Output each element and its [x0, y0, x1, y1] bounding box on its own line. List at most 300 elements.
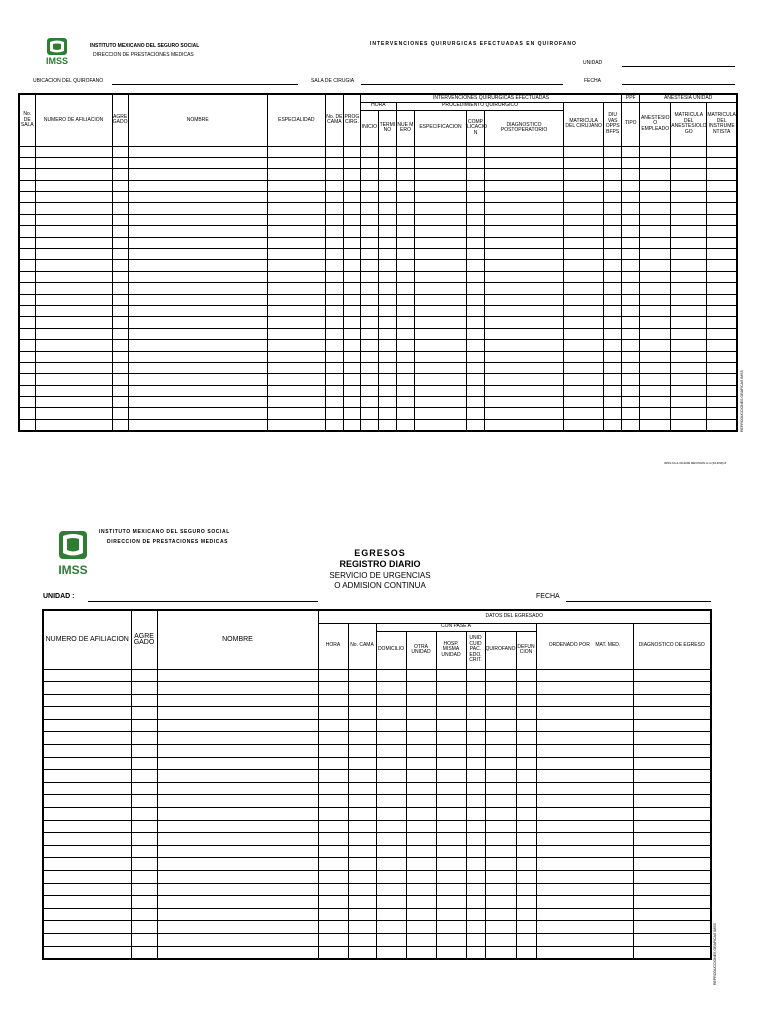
table-cell[interactable]	[485, 933, 516, 946]
table-cell[interactable]	[343, 214, 360, 225]
table-cell[interactable]	[485, 908, 516, 921]
table-cell[interactable]	[466, 707, 485, 720]
table-cell[interactable]	[360, 294, 378, 305]
table-cell[interactable]	[485, 808, 516, 821]
table-cell[interactable]	[604, 249, 622, 260]
table-cell[interactable]	[360, 419, 378, 430]
table-cell[interactable]	[360, 169, 378, 180]
table-cell[interactable]	[35, 362, 112, 373]
table-cell[interactable]	[414, 226, 466, 237]
table-cell[interactable]	[671, 226, 707, 237]
table-cell[interactable]	[318, 732, 348, 745]
table-cell[interactable]	[360, 260, 378, 271]
table-cell[interactable]	[485, 757, 516, 770]
table-cell[interactable]	[19, 328, 35, 339]
table-cell[interactable]	[622, 237, 640, 248]
table-cell[interactable]	[325, 169, 343, 180]
table-cell[interactable]	[376, 908, 406, 921]
table-cell[interactable]	[516, 745, 536, 758]
table-cell[interactable]	[19, 146, 35, 157]
table-cell[interactable]	[267, 419, 325, 430]
table-cell[interactable]	[414, 271, 466, 282]
table-cell[interactable]	[633, 946, 711, 959]
table-cell[interactable]	[671, 374, 707, 385]
table-cell[interactable]	[640, 374, 671, 385]
table-cell[interactable]	[536, 745, 633, 758]
table-cell[interactable]	[318, 845, 348, 858]
table-cell[interactable]	[406, 871, 436, 884]
table-cell[interactable]	[564, 305, 604, 316]
table-cell[interactable]	[396, 408, 414, 419]
table-cell[interactable]	[633, 820, 711, 833]
table-cell[interactable]	[325, 192, 343, 203]
table-cell[interactable]	[707, 180, 737, 191]
table-cell[interactable]	[564, 294, 604, 305]
table-cell[interactable]	[360, 180, 378, 191]
table-cell[interactable]	[348, 719, 376, 732]
table-cell[interactable]	[343, 249, 360, 260]
table-cell[interactable]	[348, 694, 376, 707]
table-cell[interactable]	[325, 271, 343, 282]
table-cell[interactable]	[414, 237, 466, 248]
table-cell[interactable]	[267, 340, 325, 351]
table-cell[interactable]	[485, 921, 516, 934]
table-cell[interactable]	[604, 237, 622, 248]
table-cell[interactable]	[19, 203, 35, 214]
table-cell[interactable]	[436, 795, 466, 808]
table-cell[interactable]	[318, 669, 348, 682]
table-cell[interactable]	[516, 782, 536, 795]
table-cell[interactable]	[35, 408, 112, 419]
table-cell[interactable]	[622, 351, 640, 362]
table-cell[interactable]	[466, 845, 485, 858]
table-cell[interactable]	[640, 385, 671, 396]
table-cell[interactable]	[348, 871, 376, 884]
table-cell[interactable]	[378, 283, 396, 294]
fecha-field[interactable]	[566, 601, 711, 602]
table-cell[interactable]	[467, 226, 485, 237]
table-cell[interactable]	[360, 192, 378, 203]
table-cell[interactable]	[466, 858, 485, 871]
table-cell[interactable]	[707, 214, 737, 225]
table-cell[interactable]	[414, 385, 466, 396]
table-cell[interactable]	[112, 260, 128, 271]
table-cell[interactable]	[35, 419, 112, 430]
table-cell[interactable]	[467, 294, 485, 305]
table-cell[interactable]	[604, 305, 622, 316]
table-cell[interactable]	[414, 340, 466, 351]
table-cell[interactable]	[436, 669, 466, 682]
table-cell[interactable]	[406, 745, 436, 758]
table-cell[interactable]	[360, 408, 378, 419]
table-cell[interactable]	[633, 770, 711, 783]
table-cell[interactable]	[43, 820, 131, 833]
table-cell[interactable]	[467, 305, 485, 316]
table-cell[interactable]	[378, 169, 396, 180]
table-cell[interactable]	[467, 385, 485, 396]
table-cell[interactable]	[467, 237, 485, 248]
table-cell[interactable]	[43, 833, 131, 846]
table-cell[interactable]	[485, 795, 516, 808]
table-cell[interactable]	[318, 820, 348, 833]
table-cell[interactable]	[485, 362, 564, 373]
table-cell[interactable]	[128, 283, 267, 294]
table-cell[interactable]	[564, 226, 604, 237]
table-cell[interactable]	[128, 328, 267, 339]
table-cell[interactable]	[348, 946, 376, 959]
table-cell[interactable]	[318, 782, 348, 795]
table-cell[interactable]	[406, 808, 436, 821]
table-cell[interactable]	[406, 833, 436, 846]
table-cell[interactable]	[671, 328, 707, 339]
table-cell[interactable]	[360, 226, 378, 237]
table-cell[interactable]	[622, 226, 640, 237]
table-cell[interactable]	[157, 707, 318, 720]
table-cell[interactable]	[485, 719, 516, 732]
table-cell[interactable]	[604, 362, 622, 373]
table-cell[interactable]	[343, 385, 360, 396]
table-cell[interactable]	[128, 419, 267, 430]
table-cell[interactable]	[128, 362, 267, 373]
table-cell[interactable]	[466, 682, 485, 695]
table-cell[interactable]	[43, 921, 131, 934]
table-cell[interactable]	[466, 871, 485, 884]
table-cell[interactable]	[436, 933, 466, 946]
table-cell[interactable]	[622, 192, 640, 203]
table-cell[interactable]	[396, 317, 414, 328]
table-cell[interactable]	[485, 157, 564, 168]
table-cell[interactable]	[485, 214, 564, 225]
table-cell[interactable]	[436, 896, 466, 909]
table-cell[interactable]	[35, 271, 112, 282]
table-cell[interactable]	[318, 896, 348, 909]
table-cell[interactable]	[35, 294, 112, 305]
table-cell[interactable]	[112, 340, 128, 351]
table-cell[interactable]	[131, 770, 157, 783]
table-cell[interactable]	[485, 682, 516, 695]
table-cell[interactable]	[157, 933, 318, 946]
table-cell[interactable]	[325, 226, 343, 237]
table-cell[interactable]	[376, 820, 406, 833]
table-cell[interactable]	[414, 374, 466, 385]
table-cell[interactable]	[436, 732, 466, 745]
table-cell[interactable]	[157, 946, 318, 959]
table-cell[interactable]	[485, 845, 516, 858]
table-cell[interactable]	[640, 408, 671, 419]
table-cell[interactable]	[131, 757, 157, 770]
table-cell[interactable]	[157, 883, 318, 896]
table-cell[interactable]	[633, 808, 711, 821]
table-cell[interactable]	[378, 305, 396, 316]
table-cell[interactable]	[128, 351, 267, 362]
table-cell[interactable]	[414, 305, 466, 316]
table-cell[interactable]	[112, 328, 128, 339]
table-cell[interactable]	[343, 408, 360, 419]
table-cell[interactable]	[485, 305, 564, 316]
table-cell[interactable]	[516, 833, 536, 846]
table-cell[interactable]	[467, 249, 485, 260]
table-cell[interactable]	[485, 770, 516, 783]
table-cell[interactable]	[436, 745, 466, 758]
table-cell[interactable]	[343, 340, 360, 351]
table-cell[interactable]	[396, 146, 414, 157]
table-cell[interactable]	[157, 682, 318, 695]
table-cell[interactable]	[378, 237, 396, 248]
table-cell[interactable]	[406, 669, 436, 682]
table-cell[interactable]	[19, 157, 35, 168]
sala-field[interactable]	[361, 84, 563, 85]
table-cell[interactable]	[633, 682, 711, 695]
table-cell[interactable]	[131, 858, 157, 871]
table-cell[interactable]	[267, 192, 325, 203]
table-cell[interactable]	[343, 317, 360, 328]
table-cell[interactable]	[640, 294, 671, 305]
table-cell[interactable]	[376, 883, 406, 896]
table-cell[interactable]	[564, 340, 604, 351]
table-cell[interactable]	[267, 397, 325, 408]
table-cell[interactable]	[622, 260, 640, 271]
table-cell[interactable]	[396, 340, 414, 351]
table-cell[interactable]	[485, 226, 564, 237]
table-cell[interactable]	[131, 795, 157, 808]
table-cell[interactable]	[35, 351, 112, 362]
table-cell[interactable]	[396, 226, 414, 237]
table-cell[interactable]	[406, 933, 436, 946]
table-cell[interactable]	[406, 845, 436, 858]
table-cell[interactable]	[671, 169, 707, 180]
table-cell[interactable]	[622, 214, 640, 225]
table-cell[interactable]	[485, 340, 564, 351]
table-cell[interactable]	[348, 933, 376, 946]
table-cell[interactable]	[564, 249, 604, 260]
table-cell[interactable]	[348, 669, 376, 682]
table-cell[interactable]	[157, 845, 318, 858]
table-cell[interactable]	[112, 180, 128, 191]
table-cell[interactable]	[466, 770, 485, 783]
table-cell[interactable]	[485, 782, 516, 795]
table-cell[interactable]	[376, 745, 406, 758]
table-cell[interactable]	[396, 192, 414, 203]
table-cell[interactable]	[112, 249, 128, 260]
table-cell[interactable]	[707, 317, 737, 328]
table-cell[interactable]	[376, 946, 406, 959]
table-cell[interactable]	[360, 249, 378, 260]
table-cell[interactable]	[378, 362, 396, 373]
table-cell[interactable]	[131, 682, 157, 695]
table-cell[interactable]	[376, 782, 406, 795]
table-cell[interactable]	[267, 169, 325, 180]
table-cell[interactable]	[360, 283, 378, 294]
table-cell[interactable]	[267, 226, 325, 237]
table-cell[interactable]	[707, 397, 737, 408]
table-cell[interactable]	[35, 192, 112, 203]
table-cell[interactable]	[43, 896, 131, 909]
table-cell[interactable]	[707, 192, 737, 203]
table-cell[interactable]	[536, 896, 633, 909]
table-cell[interactable]	[406, 883, 436, 896]
table-cell[interactable]	[564, 328, 604, 339]
table-cell[interactable]	[633, 745, 711, 758]
table-cell[interactable]	[466, 745, 485, 758]
table-cell[interactable]	[376, 707, 406, 720]
table-cell[interactable]	[633, 719, 711, 732]
table-cell[interactable]	[604, 408, 622, 419]
table-cell[interactable]	[157, 896, 318, 909]
table-cell[interactable]	[128, 180, 267, 191]
table-cell[interactable]	[564, 351, 604, 362]
table-cell[interactable]	[376, 770, 406, 783]
table-cell[interactable]	[35, 214, 112, 225]
table-cell[interactable]	[157, 795, 318, 808]
table-cell[interactable]	[516, 883, 536, 896]
table-cell[interactable]	[112, 351, 128, 362]
table-cell[interactable]	[622, 169, 640, 180]
table-cell[interactable]	[564, 260, 604, 271]
table-cell[interactable]	[112, 317, 128, 328]
table-cell[interactable]	[19, 249, 35, 260]
table-cell[interactable]	[516, 694, 536, 707]
table-cell[interactable]	[467, 397, 485, 408]
table-cell[interactable]	[671, 294, 707, 305]
table-cell[interactable]	[267, 214, 325, 225]
table-cell[interactable]	[485, 385, 564, 396]
table-cell[interactable]	[604, 192, 622, 203]
table-cell[interactable]	[564, 146, 604, 157]
table-cell[interactable]	[633, 921, 711, 934]
table-cell[interactable]	[436, 808, 466, 821]
table-cell[interactable]	[436, 782, 466, 795]
table-cell[interactable]	[360, 157, 378, 168]
table-cell[interactable]	[112, 419, 128, 430]
table-cell[interactable]	[128, 203, 267, 214]
table-cell[interactable]	[516, 808, 536, 821]
table-cell[interactable]	[516, 682, 536, 695]
table-cell[interactable]	[633, 669, 711, 682]
table-cell[interactable]	[485, 203, 564, 214]
table-cell[interactable]	[516, 921, 536, 934]
table-cell[interactable]	[516, 908, 536, 921]
table-cell[interactable]	[604, 419, 622, 430]
table-cell[interactable]	[436, 921, 466, 934]
table-cell[interactable]	[128, 374, 267, 385]
table-cell[interactable]	[414, 157, 466, 168]
table-cell[interactable]	[671, 192, 707, 203]
table-cell[interactable]	[43, 933, 131, 946]
table-cell[interactable]	[671, 385, 707, 396]
table-cell[interactable]	[131, 669, 157, 682]
table-cell[interactable]	[131, 871, 157, 884]
table-cell[interactable]	[485, 871, 516, 884]
table-cell[interactable]	[485, 237, 564, 248]
table-cell[interactable]	[414, 294, 466, 305]
table-cell[interactable]	[707, 294, 737, 305]
table-cell[interactable]	[43, 719, 131, 732]
table-cell[interactable]	[360, 362, 378, 373]
table-cell[interactable]	[671, 305, 707, 316]
table-cell[interactable]	[466, 757, 485, 770]
table-cell[interactable]	[640, 169, 671, 180]
table-cell[interactable]	[325, 203, 343, 214]
table-cell[interactable]	[378, 260, 396, 271]
table-cell[interactable]	[376, 757, 406, 770]
table-cell[interactable]	[633, 908, 711, 921]
table-cell[interactable]	[707, 260, 737, 271]
table-cell[interactable]	[343, 328, 360, 339]
table-cell[interactable]	[157, 921, 318, 934]
table-cell[interactable]	[536, 808, 633, 821]
table-cell[interactable]	[622, 328, 640, 339]
table-cell[interactable]	[396, 305, 414, 316]
table-cell[interactable]	[414, 203, 466, 214]
table-cell[interactable]	[622, 294, 640, 305]
table-cell[interactable]	[343, 157, 360, 168]
table-cell[interactable]	[157, 719, 318, 732]
table-cell[interactable]	[622, 317, 640, 328]
table-cell[interactable]	[131, 921, 157, 934]
table-cell[interactable]	[376, 921, 406, 934]
table-cell[interactable]	[467, 203, 485, 214]
table-cell[interactable]	[622, 419, 640, 430]
table-cell[interactable]	[707, 283, 737, 294]
table-cell[interactable]	[267, 362, 325, 373]
table-cell[interactable]	[466, 782, 485, 795]
table-cell[interactable]	[128, 397, 267, 408]
table-cell[interactable]	[671, 317, 707, 328]
table-cell[interactable]	[267, 305, 325, 316]
table-cell[interactable]	[604, 317, 622, 328]
table-cell[interactable]	[671, 157, 707, 168]
table-cell[interactable]	[436, 833, 466, 846]
table-cell[interactable]	[640, 351, 671, 362]
table-cell[interactable]	[19, 180, 35, 191]
table-cell[interactable]	[128, 192, 267, 203]
table-cell[interactable]	[325, 283, 343, 294]
table-cell[interactable]	[707, 146, 737, 157]
table-cell[interactable]	[516, 669, 536, 682]
table-cell[interactable]	[157, 694, 318, 707]
table-cell[interactable]	[467, 419, 485, 430]
table-cell[interactable]	[516, 770, 536, 783]
table-cell[interactable]	[640, 317, 671, 328]
table-cell[interactable]	[640, 271, 671, 282]
table-cell[interactable]	[414, 283, 466, 294]
table-cell[interactable]	[43, 808, 131, 821]
table-cell[interactable]	[485, 408, 564, 419]
table-cell[interactable]	[396, 328, 414, 339]
table-cell[interactable]	[348, 908, 376, 921]
table-cell[interactable]	[436, 719, 466, 732]
table-cell[interactable]	[396, 249, 414, 260]
table-cell[interactable]	[318, 745, 348, 758]
table-cell[interactable]	[43, 908, 131, 921]
table-cell[interactable]	[343, 203, 360, 214]
table-cell[interactable]	[536, 719, 633, 732]
table-cell[interactable]	[343, 419, 360, 430]
table-cell[interactable]	[564, 271, 604, 282]
table-cell[interactable]	[378, 328, 396, 339]
table-cell[interactable]	[378, 419, 396, 430]
table-cell[interactable]	[406, 770, 436, 783]
table-cell[interactable]	[112, 192, 128, 203]
table-cell[interactable]	[414, 192, 466, 203]
table-cell[interactable]	[707, 305, 737, 316]
table-cell[interactable]	[707, 271, 737, 282]
table-cell[interactable]	[128, 169, 267, 180]
table-cell[interactable]	[640, 226, 671, 237]
table-cell[interactable]	[131, 908, 157, 921]
table-cell[interactable]	[516, 719, 536, 732]
table-cell[interactable]	[640, 214, 671, 225]
